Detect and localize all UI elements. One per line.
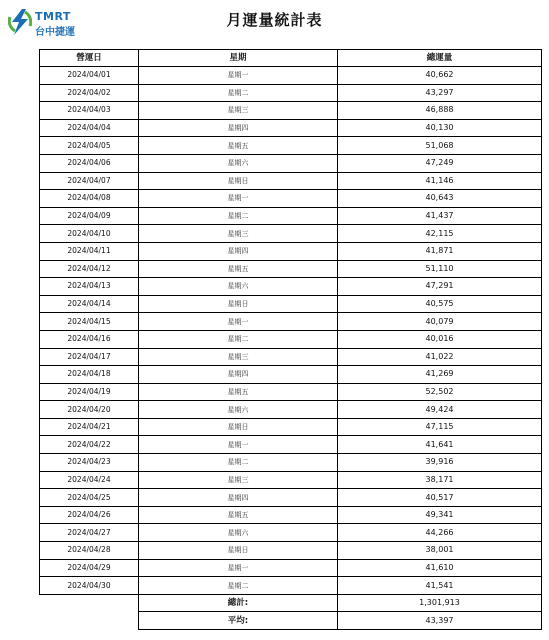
total-cell: 52,502 bbox=[338, 383, 542, 401]
table-row bbox=[40, 295, 542, 313]
table-row bbox=[40, 119, 542, 137]
weekday-cell: 星期日 bbox=[139, 542, 338, 560]
table-row bbox=[40, 137, 542, 155]
table-row bbox=[40, 559, 542, 577]
average-row bbox=[40, 612, 542, 630]
date-cell: 2024/04/13 bbox=[40, 278, 139, 296]
table-row bbox=[40, 348, 542, 366]
total-cell: 42,115 bbox=[338, 225, 542, 243]
total-label: 總計: bbox=[139, 594, 338, 612]
date-cell: 2024/04/08 bbox=[40, 190, 139, 208]
weekday-cell: 星期日 bbox=[139, 172, 338, 190]
weekday-cell: 星期六 bbox=[139, 154, 338, 172]
total-cell: 40,575 bbox=[338, 295, 542, 313]
date-cell: 2024/04/03 bbox=[40, 102, 139, 120]
total-cell: 47,115 bbox=[338, 418, 542, 436]
table-row bbox=[40, 383, 542, 401]
date-cell: 2024/04/24 bbox=[40, 471, 139, 489]
date-cell: 2024/04/02 bbox=[40, 84, 139, 102]
date-cell: 2024/04/21 bbox=[40, 418, 139, 436]
table-row bbox=[40, 102, 542, 120]
date-cell: 2024/04/18 bbox=[40, 366, 139, 384]
table-row bbox=[40, 401, 542, 419]
table-row bbox=[40, 418, 542, 436]
date-cell: 2024/04/11 bbox=[40, 242, 139, 260]
total-cell: 38,171 bbox=[338, 471, 542, 489]
table-row bbox=[40, 489, 542, 507]
date-cell: 2024/04/29 bbox=[40, 559, 139, 577]
date-cell: 2024/04/22 bbox=[40, 436, 139, 454]
weekday-cell: 星期三 bbox=[139, 102, 338, 120]
total-cell: 41,641 bbox=[338, 436, 542, 454]
total-cell: 40,517 bbox=[338, 489, 542, 507]
weekday-cell: 星期日 bbox=[139, 418, 338, 436]
total-row bbox=[40, 594, 542, 612]
table-row bbox=[40, 172, 542, 190]
date-cell: 2024/04/10 bbox=[40, 225, 139, 243]
table-row bbox=[40, 190, 542, 208]
date-cell: 2024/04/04 bbox=[40, 119, 139, 137]
weekday-cell: 星期六 bbox=[139, 524, 338, 542]
total-cell: 41,871 bbox=[338, 242, 542, 260]
weekday-cell: 星期一 bbox=[139, 190, 338, 208]
total-cell: 41,541 bbox=[338, 577, 542, 595]
date-cell: 2024/04/16 bbox=[40, 330, 139, 348]
weekday-cell: 星期一 bbox=[139, 313, 338, 331]
total-cell: 40,079 bbox=[338, 313, 542, 331]
table-row bbox=[40, 260, 542, 278]
date-cell: 2024/04/25 bbox=[40, 489, 139, 507]
weekday-cell: 星期二 bbox=[139, 454, 338, 472]
weekday-cell: 星期六 bbox=[139, 278, 338, 296]
total-cell: 40,016 bbox=[338, 330, 542, 348]
page-title: 月運量統計表 bbox=[226, 11, 323, 29]
total-cell: 41,437 bbox=[338, 207, 542, 225]
table-row bbox=[40, 84, 542, 102]
table-row bbox=[40, 67, 542, 85]
weekday-cell: 星期二 bbox=[139, 84, 338, 102]
table-row bbox=[40, 542, 542, 560]
date-cell: 2024/04/12 bbox=[40, 260, 139, 278]
weekday-cell: 星期一 bbox=[139, 67, 338, 85]
weekday-cell: 星期五 bbox=[139, 260, 338, 278]
weekday-cell: 星期一 bbox=[139, 436, 338, 454]
table-row bbox=[40, 207, 542, 225]
table-row bbox=[40, 313, 542, 331]
total-cell: 40,662 bbox=[338, 67, 542, 85]
date-cell: 2024/04/26 bbox=[40, 506, 139, 524]
date-cell: 2024/04/23 bbox=[40, 454, 139, 472]
weekday-cell: 星期四 bbox=[139, 489, 338, 507]
table-row bbox=[40, 330, 542, 348]
header-total: 總運量 bbox=[338, 50, 542, 67]
header-weekday: 星期 bbox=[139, 50, 338, 67]
weekday-cell: 星期六 bbox=[139, 401, 338, 419]
total-cell: 40,643 bbox=[338, 190, 542, 208]
table-row bbox=[40, 454, 542, 472]
logo-text-zh: 台中捷運 bbox=[35, 27, 75, 38]
blank-cell bbox=[40, 594, 139, 612]
date-cell: 2024/04/06 bbox=[40, 154, 139, 172]
weekday-cell: 星期一 bbox=[139, 559, 338, 577]
weekday-cell: 星期五 bbox=[139, 383, 338, 401]
total-cell: 51,068 bbox=[338, 137, 542, 155]
weekday-cell: 星期日 bbox=[139, 295, 338, 313]
weekday-cell: 星期四 bbox=[139, 242, 338, 260]
table-header-row bbox=[40, 50, 542, 67]
table-row bbox=[40, 225, 542, 243]
table-row bbox=[40, 436, 542, 454]
table-row bbox=[40, 366, 542, 384]
total-cell: 41,269 bbox=[338, 366, 542, 384]
weekday-cell: 星期四 bbox=[139, 366, 338, 384]
date-cell: 2024/04/17 bbox=[40, 348, 139, 366]
logo-text-en: TMRT bbox=[35, 10, 71, 23]
date-cell: 2024/04/30 bbox=[40, 577, 139, 595]
table-body bbox=[40, 67, 542, 595]
date-cell: 2024/04/28 bbox=[40, 542, 139, 560]
weekday-cell: 星期三 bbox=[139, 225, 338, 243]
date-cell: 2024/04/15 bbox=[40, 313, 139, 331]
weekday-cell: 星期三 bbox=[139, 471, 338, 489]
ridership-table bbox=[39, 49, 542, 630]
table-row bbox=[40, 242, 542, 260]
average-value: 43,397 bbox=[338, 612, 542, 630]
total-cell: 41,022 bbox=[338, 348, 542, 366]
total-cell: 40,130 bbox=[338, 119, 542, 137]
weekday-cell: 星期三 bbox=[139, 348, 338, 366]
table-row bbox=[40, 278, 542, 296]
total-cell: 49,424 bbox=[338, 401, 542, 419]
date-cell: 2024/04/14 bbox=[40, 295, 139, 313]
total-cell: 38,001 bbox=[338, 542, 542, 560]
table-row bbox=[40, 524, 542, 542]
weekday-cell: 星期四 bbox=[139, 119, 338, 137]
total-cell: 46,888 bbox=[338, 102, 542, 120]
date-cell: 2024/04/09 bbox=[40, 207, 139, 225]
average-label: 平均: bbox=[139, 612, 338, 630]
weekday-cell: 星期二 bbox=[139, 577, 338, 595]
table-row bbox=[40, 506, 542, 524]
weekday-cell: 星期二 bbox=[139, 207, 338, 225]
date-cell: 2024/04/01 bbox=[40, 67, 139, 85]
total-cell: 39,916 bbox=[338, 454, 542, 472]
total-cell: 49,341 bbox=[338, 506, 542, 524]
weekday-cell: 星期五 bbox=[139, 137, 338, 155]
total-cell: 43,297 bbox=[338, 84, 542, 102]
weekday-cell: 星期二 bbox=[139, 330, 338, 348]
total-cell: 47,249 bbox=[338, 154, 542, 172]
total-cell: 41,610 bbox=[338, 559, 542, 577]
date-cell: 2024/04/27 bbox=[40, 524, 139, 542]
table-row bbox=[40, 577, 542, 595]
date-cell: 2024/04/05 bbox=[40, 137, 139, 155]
table-row bbox=[40, 471, 542, 489]
total-cell: 47,291 bbox=[338, 278, 542, 296]
total-cell: 44,266 bbox=[338, 524, 542, 542]
table-row bbox=[40, 154, 542, 172]
date-cell: 2024/04/07 bbox=[40, 172, 139, 190]
date-cell: 2024/04/19 bbox=[40, 383, 139, 401]
total-cell: 41,146 bbox=[338, 172, 542, 190]
header-date: 營運日 bbox=[40, 50, 139, 67]
date-cell: 2024/04/20 bbox=[40, 401, 139, 419]
total-value: 1,301,913 bbox=[338, 594, 542, 612]
total-cell: 51,110 bbox=[338, 260, 542, 278]
blank-cell bbox=[40, 612, 139, 630]
weekday-cell: 星期五 bbox=[139, 506, 338, 524]
